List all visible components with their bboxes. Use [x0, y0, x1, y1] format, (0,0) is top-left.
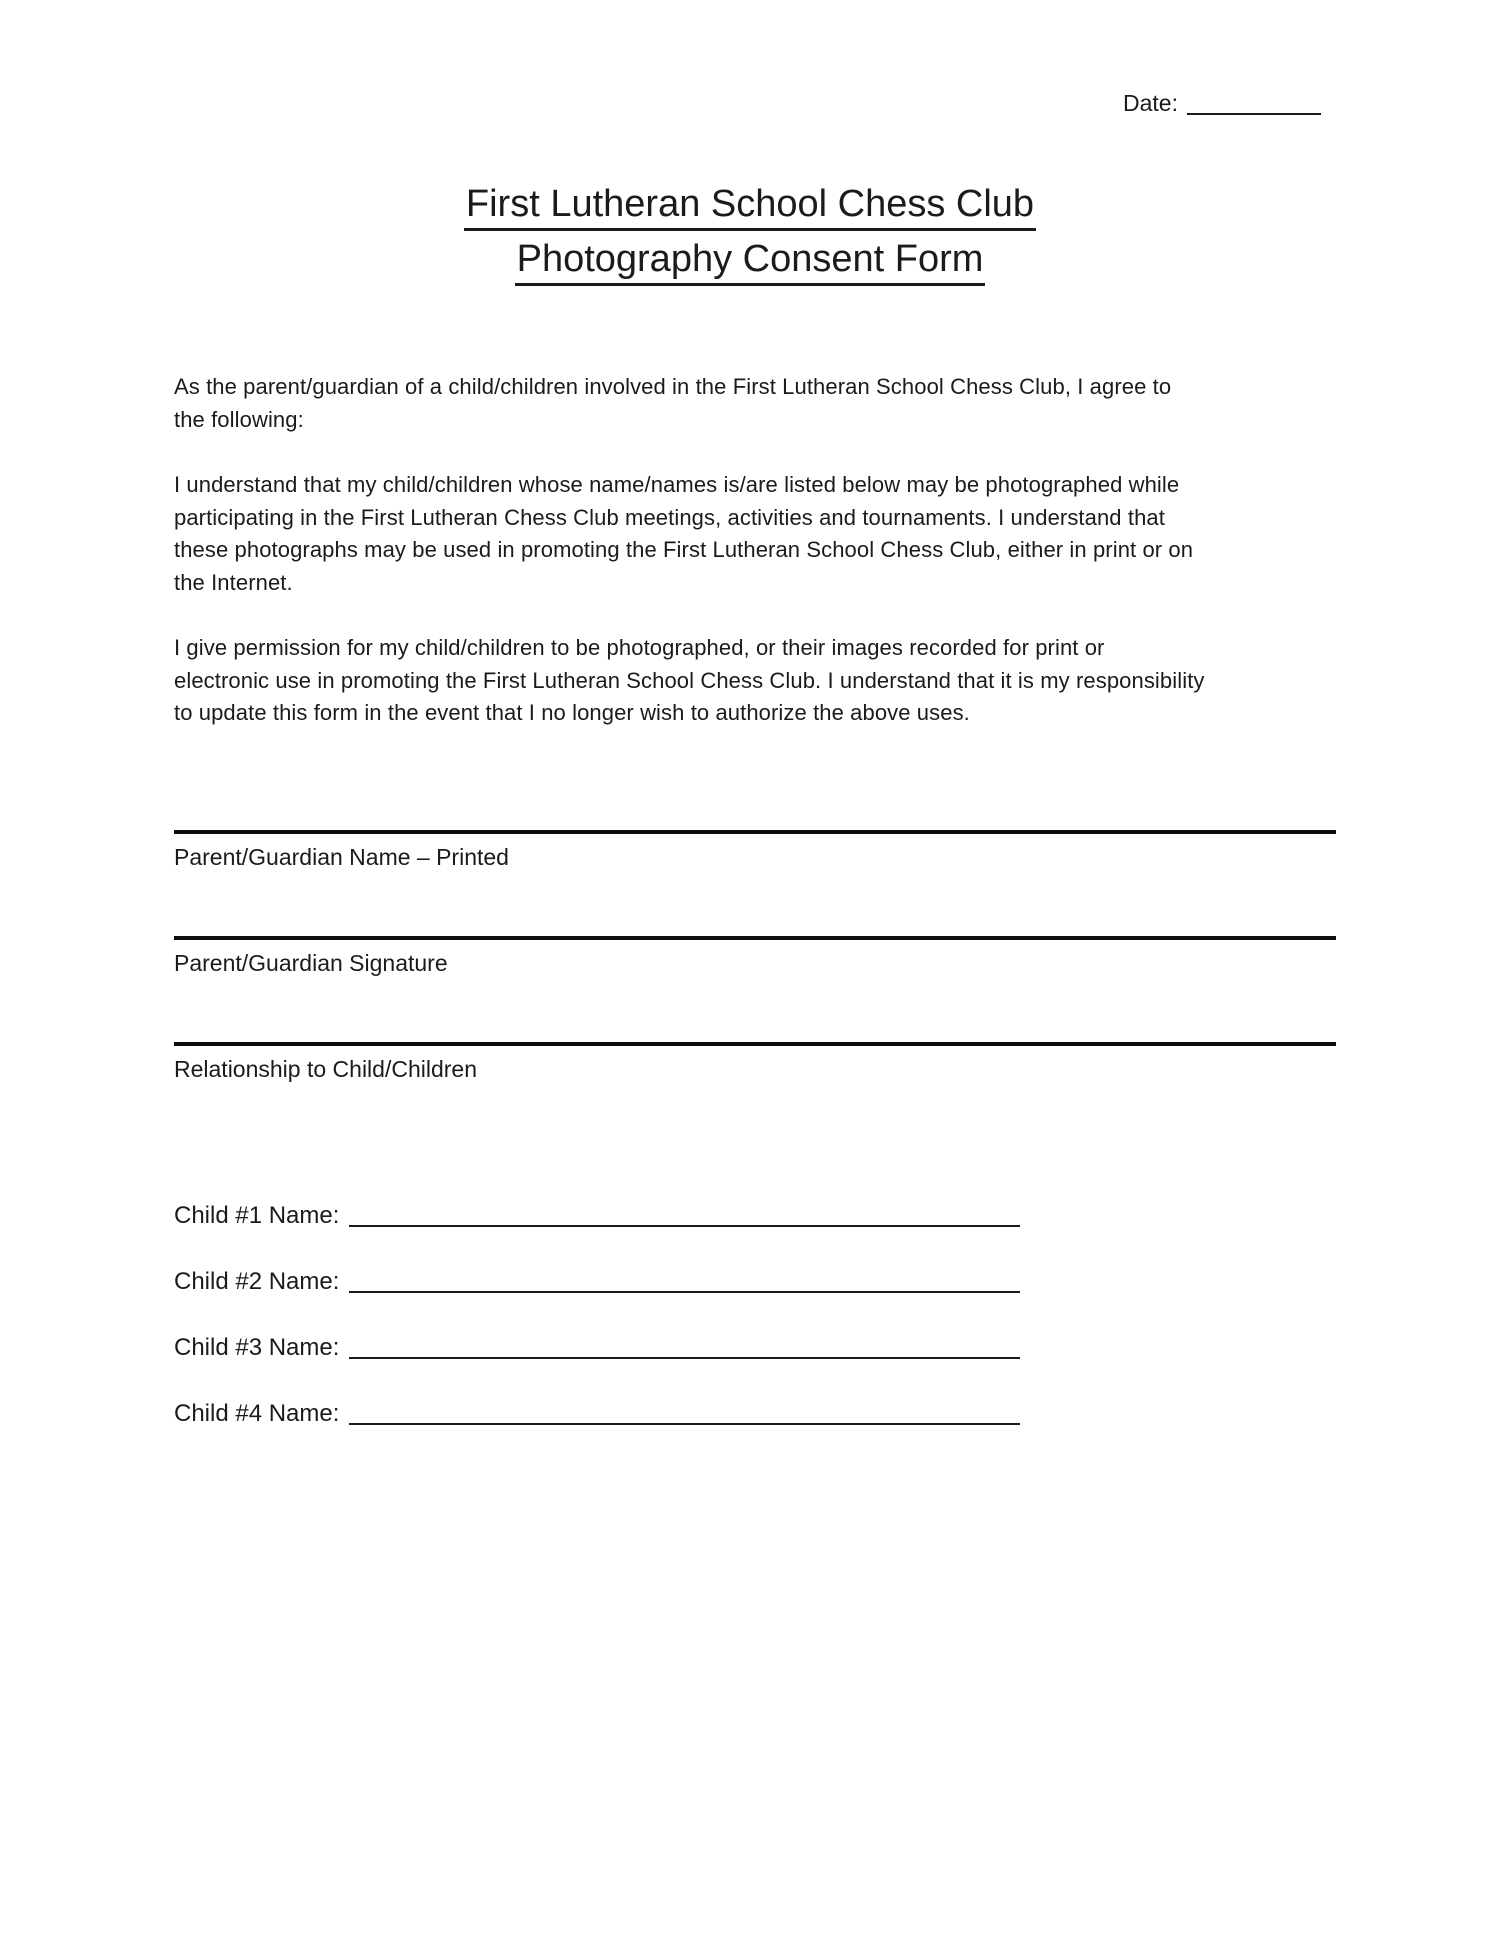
signature-label: Parent/Guardian Name – Printed	[174, 844, 509, 870]
child-name-fill-line	[349, 1423, 1020, 1425]
child-name-row-1	[174, 1199, 1020, 1232]
form-title-text-2: Photography Consent Form	[515, 237, 986, 286]
signature-field-relationship	[174, 1042, 1336, 1083]
paragraph-line: participating in the First Lutheran Chess Club meetings, activities and tournaments. I understand that	[174, 504, 1165, 530]
child-name-label: Child #3 Name:	[174, 1334, 340, 1361]
paragraph-line: these photographs may be used in promoting the First Lutheran School Chess Club, either in print or on	[174, 537, 1194, 562]
paragraph-line: I understand that my child/children whose name/names is/are listed below may be photographed while	[174, 472, 1180, 497]
child-name-fill-line	[349, 1291, 1020, 1293]
paragraph-line: to update this form in the event that I no longer wish to authorize the above uses.	[174, 700, 970, 725]
paragraph-permission	[174, 632, 1344, 730]
paragraph-line: As the parent/guardian of a child/children involved in the First Lutheran School Chess Club, I agree to	[174, 374, 1172, 399]
child-name-fill-line	[349, 1225, 1020, 1227]
body-text	[174, 371, 1344, 763]
child-name-row-3	[174, 1331, 1020, 1364]
form-title-line-1	[0, 182, 1500, 231]
signature-rule	[174, 936, 1336, 940]
paragraph-understanding	[174, 469, 1344, 599]
paragraph-line: the following:	[174, 406, 304, 432]
child-name-label: Child #4 Name:	[174, 1400, 340, 1427]
form-title-text-1: First Lutheran School Chess Club	[464, 182, 1036, 231]
date-label: Date:	[1123, 90, 1178, 116]
signature-field-name-printed	[174, 830, 1336, 871]
form-title-line-2	[0, 237, 1500, 286]
signature-label: Relationship to Child/Children	[174, 1056, 477, 1082]
signature-rule	[174, 1042, 1336, 1046]
child-name-label: Child #2 Name:	[174, 1268, 340, 1295]
child-name-fill-line	[349, 1357, 1020, 1359]
child-name-label: Child #1 Name:	[174, 1202, 340, 1229]
signature-rule	[174, 830, 1336, 834]
paragraph-line: the Internet.	[174, 569, 293, 595]
paragraph-intro	[174, 371, 1344, 436]
signature-field-signature	[174, 936, 1336, 977]
signature-label: Parent/Guardian Signature	[174, 950, 448, 976]
date-fill-line	[1187, 113, 1321, 115]
paragraph-line: electronic use in promoting the First Lutheran School Chess Club. I understand that it is my responsibility	[174, 667, 1205, 693]
date-field	[1123, 90, 1321, 117]
child-name-row-4	[174, 1397, 1020, 1430]
child-name-row-2	[174, 1265, 1020, 1298]
paragraph-line: I give permission for my child/children to be photographed, or their images recorded for print or	[174, 635, 1105, 660]
